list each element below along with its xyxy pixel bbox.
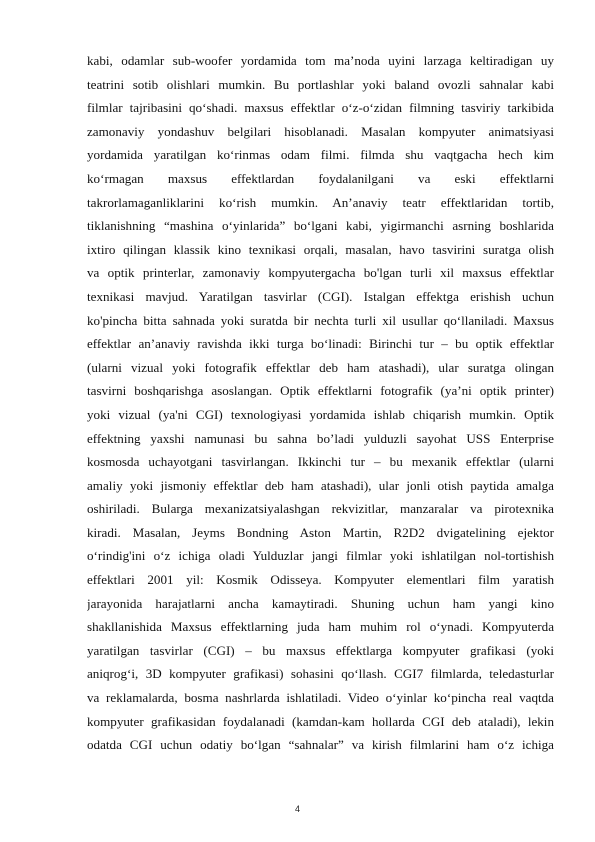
text-line: kompyuter grafikasidan foydalanadi (kamdan-kam hollarda CGI deb ataladi), lekin xyxy=(87,713,554,729)
text-line: (ularni vizual yoki fotografik effektlar deb ham atashadi), ular suratga olingan xyxy=(87,359,554,375)
text-line: tiklanishning “mashina o‘yinlarida” bo‘lgani kabi, yigirmanchi asrning boshlarida xyxy=(87,218,554,234)
text-line: effektning yaxshi namunasi bu sahna bo’ladi yulduzli sayohat USS Enterprise xyxy=(87,430,554,446)
text-line: ixtiro qilingan klassik kino texnikasi orqali, masalan, havo tasvirini suratga olish xyxy=(87,241,554,257)
text-line: takrorlamaganliklarini ko‘rish mumkin. An’anaviy teatr effektlaridan tortib, xyxy=(87,194,554,210)
text-line: kabi, odamlar sub-woofer yordamida tom ma’noda uyini larzaga keltiradigan uy xyxy=(87,53,554,68)
text-line: amaliy yoki jismoniy effektlar deb ham atashadi), ular jonli otish paytida amalga xyxy=(87,477,554,493)
text-line: kosmosda uchayotgani tasvirlangan. Ikkinchi tur – bu mexanik effektlar (ularni xyxy=(87,454,554,470)
text-line: va optik printerlar, zamonaviy kompyutergacha bo'lgan turli xil maxsus effektlar xyxy=(87,265,554,281)
text-line: effektlar an’anaviy ravishda ikki turga bo‘linadi: Birinchi tur – bu optik effektlar xyxy=(87,336,554,352)
text-line: kiradi. Masalan, Jeyms Bondning Aston Martin, R2D2 dvigatelining ejektor xyxy=(87,524,554,540)
text-line: o‘rindig'ini o‘z ichiga oladi Yulduzlar jangi filmlar yoki ishlatilgan nol-tortishish xyxy=(87,548,554,564)
text-line: ko'pincha bitta sahnada yoki suratda bir nechta turli xil usullar qo‘llaniladi. Maxsus xyxy=(87,312,554,328)
text-line: effektlari 2001 yil: Kosmik Odisseya. Kompyuter elementlari film yaratish xyxy=(87,572,554,588)
body-text xyxy=(87,49,554,757)
page-number: 4 xyxy=(294,804,300,814)
text-line: zamonaviy yondashuv belgilari hisoblanadi. Masalan kompyuter animatsiyasi xyxy=(87,123,554,139)
text-line: ko‘rmagan maxsus effektlardan foydalanilgani va eski effektlarni xyxy=(87,170,554,186)
text-line: odatda CGI uchun odatiy bo‘lgan “sahnalar” va kirish filmlarini ham o‘z ichiga xyxy=(87,737,554,753)
text-line: tasvirni boshqarishga asoslangan. Optik effektlarni fotografik (ya’ni optik printer) xyxy=(87,383,554,399)
text-line: yoki vizual (ya'ni CGI) texnologiyasi yordamida ishlab chiqarish mumkin. Optik xyxy=(87,406,554,422)
text-line: yordamida yaratilgan ko‘rinmas odam filmi. filmda shu vaqtgacha hech kim xyxy=(87,147,554,163)
text-line: aniqrog‘i, 3D kompyuter grafikasi) sohasini qo‘llash. CGI7 filmlarda, teledasturlar xyxy=(87,666,554,682)
text-line: texnikasi mavjud. Yaratilgan tasvirlar (CGI). Istalgan effektga erishish uchun xyxy=(87,288,554,304)
text-line: oshiriladi. Bularga mexanizatsiyalashgan rekvizitlar, manzaralar va pirotexnika xyxy=(87,501,554,517)
text-line: filmlar tajribasini qo‘shadi. maxsus effektlar o‘z-o‘zidan filmning tasviriy tarkibida xyxy=(87,100,554,116)
text-line: va reklamalarda, bosma nashrlarda ishlatiladi. Video o‘yinlar ko‘pincha real vaqtda xyxy=(87,690,554,706)
text-line: jarayonida harajatlarni ancha kamaytiradi. Shuning uchun ham yangi kino xyxy=(87,595,554,611)
text-line: shakllanishida Maxsus effektlarning juda ham muhim rol o‘ynadi. Kompyuterda xyxy=(87,619,554,635)
text-line: teatrini sotib olishlari mumkin. Bu portlashlar yoki baland ovozli sahnalar kabi xyxy=(87,76,554,92)
text-line: yaratilgan tasvirlar (CGI) – bu maxsus effektlarga kompyuter grafikasi (yoki xyxy=(87,642,554,658)
